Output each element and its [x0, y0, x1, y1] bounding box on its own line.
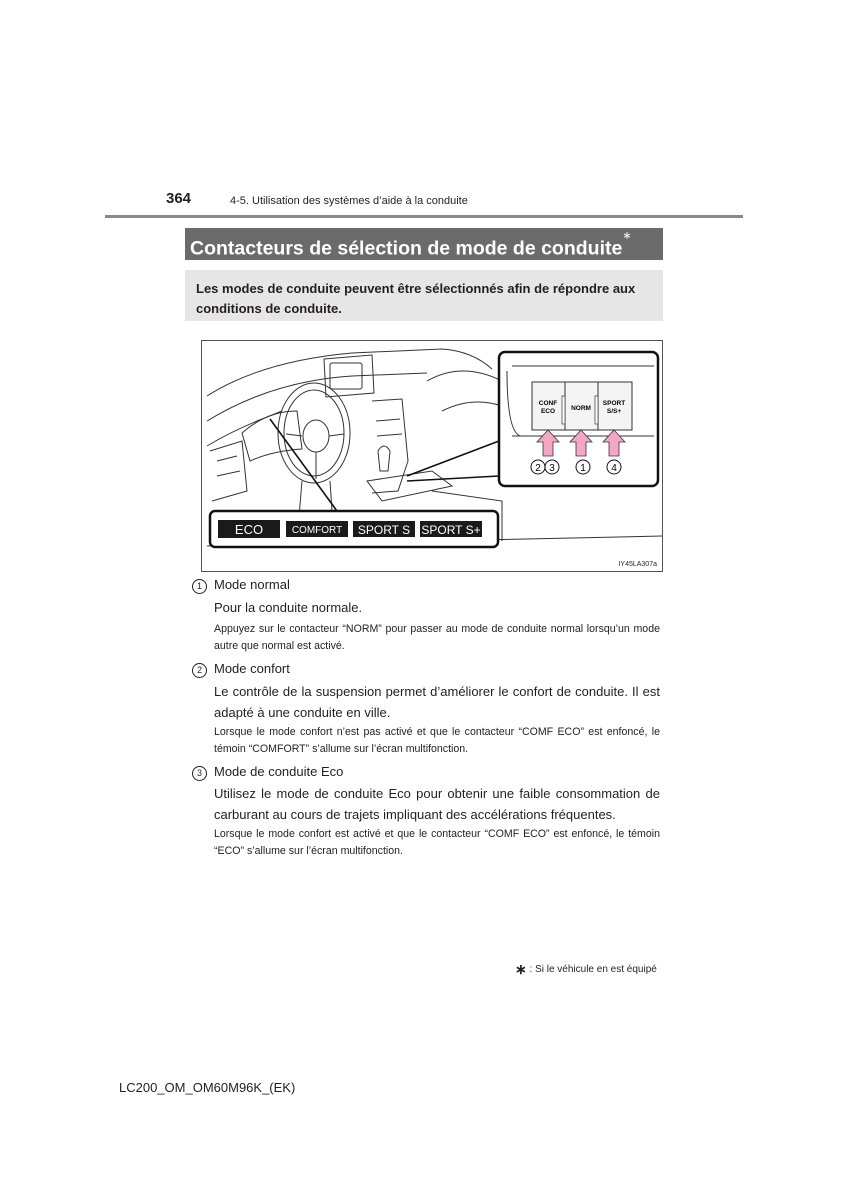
item-body: Pour la conduite normale. — [214, 600, 363, 615]
callout-2: 2 — [535, 463, 541, 474]
section-title — [185, 228, 663, 260]
footnote — [515, 961, 657, 978]
switch-sport-label-1: SPORT — [602, 400, 626, 407]
display-mode-sport-s-plus: SPORT S+ — [421, 523, 481, 537]
figure-code: IY45LA307a — [618, 561, 657, 568]
switch-sport-label-2: S/S+ — [606, 408, 622, 415]
item-note: Appuyez sur le contacteur “NORM” pour passer au mode de conduite normal lorsqu’un mode autre que normal est activé. — [214, 623, 660, 652]
footnote-star: ∗ — [515, 961, 527, 977]
item-number: 1 — [192, 579, 207, 594]
display-mode-sport-s: SPORT S — [357, 523, 411, 537]
item-title: Mode confort — [214, 661, 290, 676]
intro-text: Les modes de conduite peuvent être sélectionnés afin de répondre aux conditions de conduite. — [196, 281, 636, 316]
item-note: Lorsque le mode confort n’est pas activé et que le contacteur “COMF ECO” est enfoncé, le témoin “COMFORT” s’allume sur l’écran multifonction. — [214, 726, 660, 755]
item-title: Mode normal — [214, 577, 290, 592]
display-mode-comfort: COMFORT — [291, 525, 343, 536]
display-mode-eco: ECO — [234, 522, 264, 537]
page-number: 364 — [166, 190, 192, 207]
item-body: Utilisez le mode de conduite Eco pour obtenir une faible consommation de carburant au cours de trajets impliquant des accélérations fréquentes. — [214, 786, 660, 822]
header-rule — [105, 215, 743, 218]
item-number: 2 — [192, 663, 207, 678]
dashboard-figure — [201, 340, 663, 572]
running-header: 4-5. Utilisation des systèmes d’aide à la conduite — [230, 195, 468, 207]
availability-mark: ∗ — [622, 230, 632, 242]
footnote-text: : Si le véhicule en est équipé — [529, 964, 657, 975]
switch-comf-eco-label-1: CONF — [538, 400, 558, 407]
item-number: 3 — [192, 766, 207, 781]
callout-4: 4 — [611, 463, 617, 474]
switch-comf-eco-label-2: ECO — [540, 408, 556, 415]
callout-3: 3 — [549, 463, 555, 474]
item-body: Le contrôle de la suspension permet d’améliorer le confort de conduite. Il est adapté à une conduite en ville. — [214, 684, 660, 720]
section-title-text: Contacteurs de sélection de mode de conduite — [190, 237, 623, 260]
intro-box — [185, 270, 663, 321]
item-note: Lorsque le mode confort est activé et que le contacteur “COMF ECO” est enfoncé, le témoin “ECO” s’allume sur l’écran multifonction. — [214, 828, 660, 857]
callout-1: 1 — [580, 463, 586, 474]
document-id: LC200_OM_OM60M96K_(EK) — [119, 1080, 296, 1095]
press-arrows — [537, 430, 625, 456]
item-title: Mode de conduite Eco — [214, 764, 344, 779]
dashboard-illustration — [202, 341, 662, 571]
switch-norm-label: NORM — [571, 405, 591, 412]
